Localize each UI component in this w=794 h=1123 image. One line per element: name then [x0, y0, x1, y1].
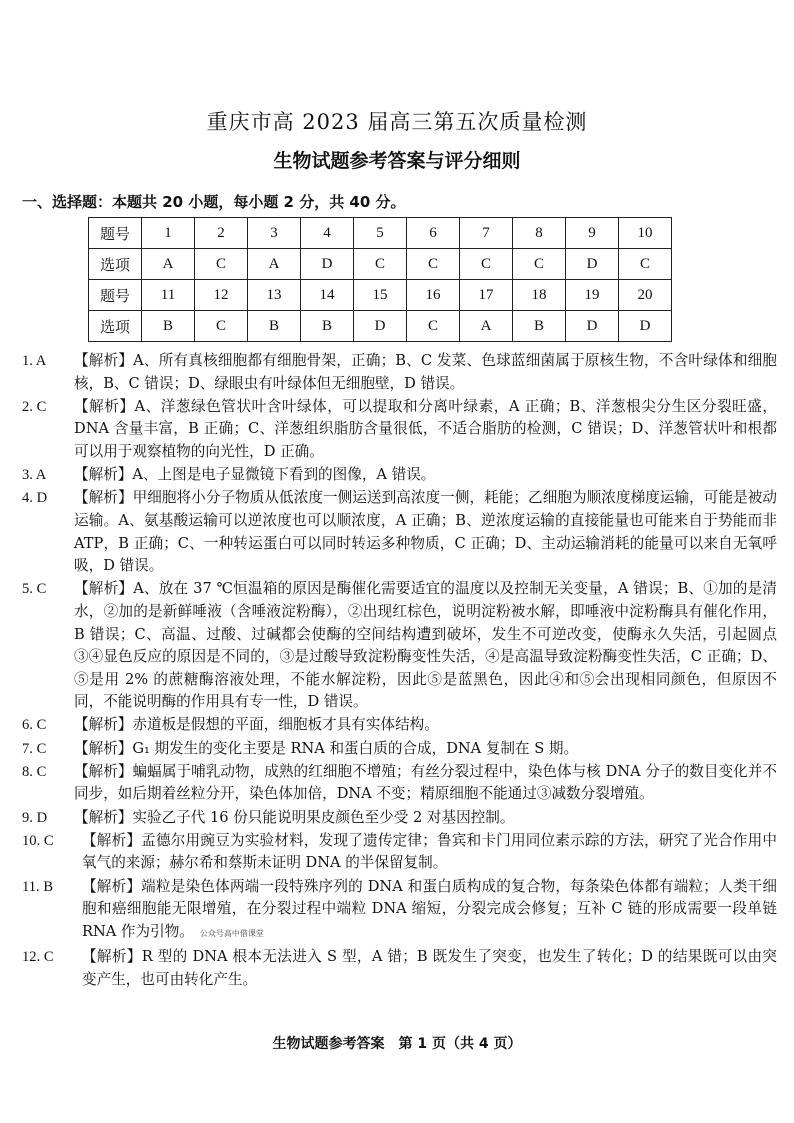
list-item: [22, 807, 777, 830]
list-item: [22, 578, 777, 714]
item-number: 9. D: [22, 809, 48, 826]
table-cell: 选项: [89, 249, 142, 280]
table-row: [89, 311, 672, 342]
table-cell: D: [566, 249, 619, 280]
table-cell: C: [460, 249, 513, 280]
table-cell: D: [619, 311, 672, 342]
table-cell: 20: [619, 280, 672, 311]
item-text: [82, 876, 777, 946]
item-text: 【解析】G₁ 期发生的变化主要是 RNA 和蛋白质的合成，DNA 复制在 S 期。: [74, 739, 579, 757]
table-cell: 16: [407, 280, 460, 311]
item-text: 【解析】R 型的 DNA 根本无法进入 S 型，A 错；B 既发生了突变，也发生了转化；D 的结果既可以由突变产生，也可由转化产生。: [82, 947, 777, 988]
item-text: 【解析】A、上图是电子显微镜下看到的图像，A 错误。: [74, 466, 436, 484]
table-row: [89, 280, 672, 311]
table-cell: 4: [301, 218, 354, 249]
item-text: 【解析】甲细胞将小分子物质从低浓度一侧运送到高浓度一侧，耗能；乙细胞为顺浓度梯度运输，可能是被动运输。A、氨基酸运输可以逆浓度也可以顺浓度，A 正确；B、逆浓度运输的直接能量也可能来自于势能而非 ATP，B 正确；C、一种转运蛋白可以同时转运多种物质，C 正确；D、主动运输消耗的能量可以来自无氧呼吸，D 错误。: [74, 489, 777, 575]
table-cell: C: [354, 249, 407, 280]
table-cell: D: [354, 311, 407, 342]
table-cell: 1: [142, 218, 195, 249]
item-text-body: 【解析】端粒是染色体两端一段特殊序列的 DNA 和蛋白质构成的复合物，每条染色体都有端粒；人类干细胞和癌细胞能无限增殖，在分裂过程中端粒 DNA 缩短，分裂完成会修复；互补 C 链的形成需要一段单链 RNA 作为引物。: [82, 877, 777, 940]
table-cell: 7: [460, 218, 513, 249]
table-cell: A: [248, 249, 301, 280]
item-text: 【解析】A、洋葱绿色管状叶含叶绿体，可以提取和分离叶绿素，A 正确；B、洋葱根尖分生区分裂旺盛，DNA 含量丰富，B 正确；C、洋葱组织脂肪含量很低，不适合脂肪的检测，C 错误；D、洋葱管状叶和根都可以用于观察植物的向光性，D 正确。: [74, 397, 777, 460]
item-number: 7. C: [22, 740, 47, 757]
table-cell: C: [195, 311, 248, 342]
table-cell: A: [460, 311, 513, 342]
table-cell: 19: [566, 280, 619, 311]
watermark-text: 公众号高中借课堂: [199, 928, 264, 938]
table-cell: 5: [354, 218, 407, 249]
table-cell: C: [407, 249, 460, 280]
table-cell: 题号: [89, 280, 142, 311]
table-cell: C: [407, 311, 460, 342]
item-text: 【解析】孟德尔用豌豆为实验材料，发现了遗传定律；鲁宾和卡门用同位素示踪的方法，研究了光合作用中氧气的来源；赫尔希和蔡斯未证明 DNA 的半保留复制。: [82, 831, 777, 872]
item-number: 2. C: [22, 398, 47, 415]
item-number: 3. A: [22, 467, 47, 484]
list-item: [22, 761, 777, 806]
table-cell: C: [619, 249, 672, 280]
table-cell: 11: [142, 280, 195, 311]
item-text: 【解析】实验乙子代 16 份只能说明果皮颜色至少受 2 对基因控制。: [74, 808, 515, 826]
explanation-list: [22, 350, 777, 992]
table-cell: 15: [354, 280, 407, 311]
item-number: 5. C: [22, 581, 47, 598]
table-cell: 18: [513, 280, 566, 311]
table-cell: 9: [566, 218, 619, 249]
list-item: [22, 464, 777, 487]
table-cell: 3: [248, 218, 301, 249]
table-row: [89, 249, 672, 280]
table-cell: B: [513, 311, 566, 342]
item-number: 11. B: [22, 878, 54, 895]
table-cell: C: [513, 249, 566, 280]
table-cell: 2: [195, 218, 248, 249]
list-item: [22, 830, 777, 875]
item-number: 12. C: [22, 948, 54, 965]
table-cell: 13: [248, 280, 301, 311]
page-subtitle: 生物试题参考答案与评分细则: [273, 150, 521, 172]
table-cell: 选项: [89, 311, 142, 342]
answer-table: [88, 217, 672, 342]
table-cell: 6: [407, 218, 460, 249]
item-text: 【解析】A、所有真核细胞都有细胞骨架，正确；B、C 发菜、色球蓝细菌属于原核生物，不含叶绿体和细胞核，B、C 错误；D、绿眼虫有叶绿体但无细胞壁，D 错误。: [74, 352, 777, 392]
table-cell: B: [142, 311, 195, 342]
table-cell: C: [195, 249, 248, 280]
table-cell: 8: [513, 218, 566, 249]
list-item: [22, 876, 777, 946]
table-cell: A: [142, 249, 195, 280]
list-item: [22, 350, 777, 395]
list-item: [22, 714, 777, 737]
list-item: [22, 738, 777, 761]
table-cell: B: [248, 311, 301, 342]
table-cell: 10: [619, 218, 672, 249]
item-text: 【解析】蝙蝠属于哺乳动物，成熟的红细胞不增殖；有丝分裂过程中，染色体与核 DNA 分子的数目变化并不同步，如后期着丝粒分开，染色体加倍，DNA 不变；精原细胞不能通过③减数分裂增殖。: [74, 762, 777, 803]
item-number: 1. A: [22, 353, 47, 369]
table-cell: D: [301, 249, 354, 280]
table-cell: 12: [195, 280, 248, 311]
list-item: [22, 946, 777, 991]
table-cell: 14: [301, 280, 354, 311]
list-item: [22, 396, 777, 464]
item-number: 6. C: [22, 717, 47, 734]
table-cell: B: [301, 311, 354, 342]
page-title: 重庆市高 2023 届高三第五次质量检测: [206, 110, 588, 134]
table-cell: 题号: [89, 218, 142, 249]
table-row: [89, 218, 672, 249]
item-number: 4. D: [22, 490, 48, 507]
page-footer: 生物试题参考答案 第 1 页（共 4 页）: [272, 1036, 522, 1052]
list-item: [22, 487, 777, 577]
item-number: 8. C: [22, 763, 47, 780]
table-cell: 17: [460, 280, 513, 311]
table-cell: D: [566, 311, 619, 342]
section-heading: 一、选择题：本题共 20 小题，每小题 2 分，共 40 分。: [22, 193, 406, 211]
item-text: 【解析】赤道板是假想的平面，细胞板才具有实体结构。: [74, 716, 439, 734]
item-text: 【解析】A、放在 37 ℃恒温箱的原因是酶催化需要适宜的温度以及控制无关变量，A 错误；B、①加的是清水，②加的是新鲜唾液（含唾液淀粉酶），②出现红棕色，说明淀粉被水解，即唾液中淀粉酶具有催化作用，B 错误；C、高温、过酸、过碱都会使酶的空间结构遭到破坏，发生不可逆改变，使酶永久失活，引起圆点③④显色反应的原因是不同的，③是过酸导致淀粉酶变性失活，④是高温导致淀粉酶变性失活，C 正确；D、⑤是用 2% 的蔗糖酶溶液处理，不能水解淀粉，因此⑤是蓝黑色，因此④和⑤会出现相同颜色，但原因不同，不能说明酶的作用具有专一性，D 错误。: [74, 580, 777, 711]
item-number: 10. C: [22, 832, 54, 849]
